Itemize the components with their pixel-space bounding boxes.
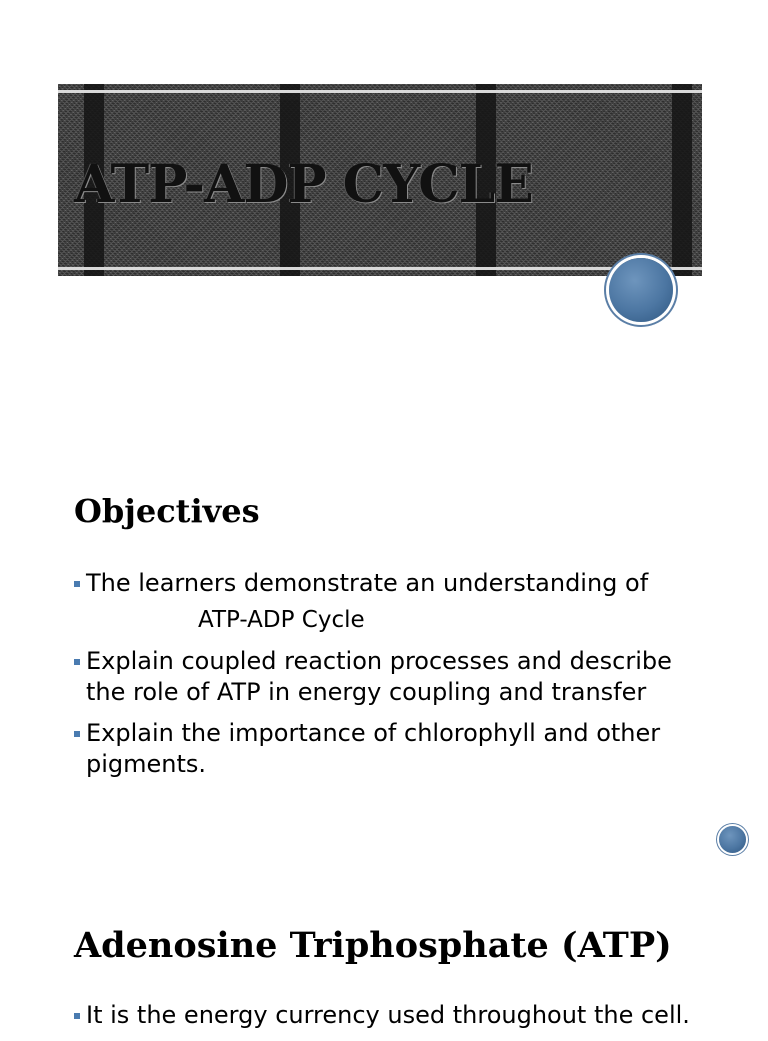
decorative-orb-icon <box>609 258 673 322</box>
list-item-text: It is the energy currency used throughout the cell. <box>86 1001 690 1029</box>
decorative-orb-small-icon <box>719 826 746 853</box>
slide-title: ATP-ADP CYCLE <box>74 154 533 215</box>
list-item-text: The learners demonstrate an understanding of <box>86 569 649 597</box>
banner-top-rule <box>58 90 702 93</box>
atp-list <box>72 1000 732 1041</box>
list-item <box>72 568 712 636</box>
banner-bottom-rule <box>58 267 702 270</box>
list-item <box>72 718 712 780</box>
title-banner <box>58 84 702 276</box>
list-item-text: Explain coupled reaction processes and describe the role of ATP in energy coupling and transfer <box>86 647 672 706</box>
list-item <box>72 646 712 708</box>
list-item-subtext: ATP-ADP Cycle <box>198 607 365 633</box>
objectives-heading: Objectives <box>74 492 260 530</box>
list-item <box>72 1000 732 1031</box>
list-item-text: Explain the importance of chlorophyll and other pigments. <box>86 719 661 778</box>
objectives-list <box>72 568 712 790</box>
atp-heading: Adenosine Triphosphate (ATP) <box>74 925 672 966</box>
title-slide <box>0 0 768 440</box>
